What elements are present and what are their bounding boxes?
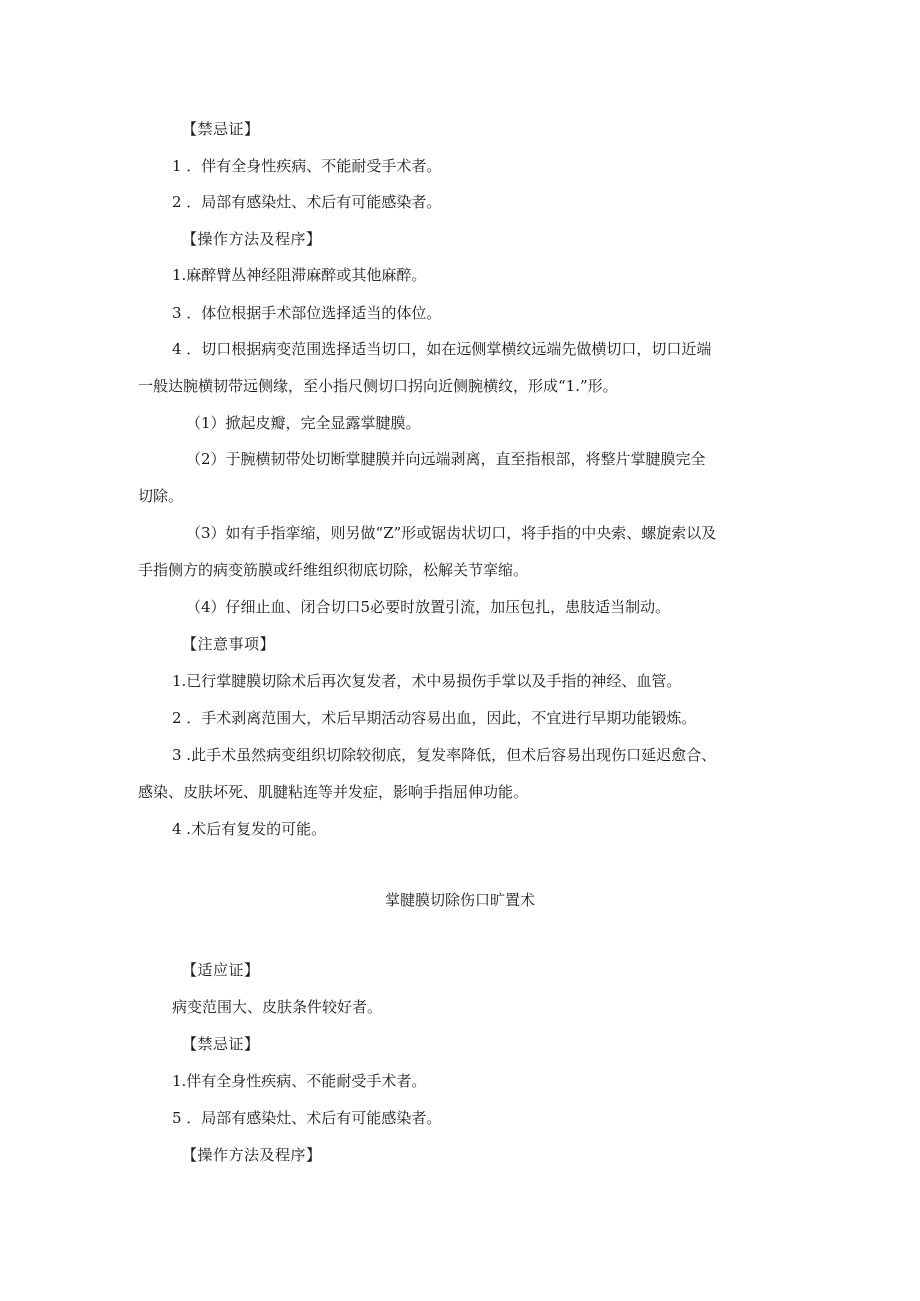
paragraph-line: （3）如有手指挛缩，则另做“Z”形或锯齿状切口，将手指的中央索、螺旋索以及 [186, 524, 717, 542]
paragraph-line: 感染、皮肤坏死、肌腱粘连等并发症，影响手指屈伸功能。 [138, 783, 529, 801]
paragraph-line: 病变范围大、皮肤条件较好者。 [172, 998, 383, 1016]
paragraph-line: 1.伴有全身性疾病、不能耐受手术者。 [172, 1072, 427, 1090]
paragraph-line: 1.麻醉臂丛神经阻滞麻醉或其他麻醉。 [172, 266, 427, 284]
paragraph-line: （2）于腕横韧带处切断掌腱膜并向远端剥离，直至指根部，将整片掌腱膜完全 [186, 450, 706, 468]
paragraph-line: 手指侧方的病变筋膜或纤维组织彻底切除，松解关节挛缩。 [138, 561, 529, 579]
paragraph-line: 2 ．手术剥离范围大，术后早期活动容易出血，因此，不宜进行早期功能锻炼。 [172, 709, 697, 727]
paragraph-line: 1 ．伴有全身性疾病、不能耐受手术者。 [172, 157, 442, 175]
paragraph-line: 3 ．体位根据手术部位选择适当的体位。 [172, 304, 442, 322]
heading-procedure: 【操作方法及程序】 [182, 230, 322, 248]
heading-contraindications: 【禁忌证】 [182, 120, 260, 138]
paragraph-line: 3 .此手术虽然病变组织切除较彻底，复发率降低，但术后容易出现伤口延迟愈合、 [172, 746, 717, 764]
paragraph-line: （1）掀起皮瓣，完全显露掌腱膜。 [186, 414, 421, 432]
paragraph-line: 5 ．局部有感染灶、术后有可能感染者。 [172, 1109, 442, 1127]
paragraph-line: （4）仔细止血、闭合切口5必要时放置引流，加压包扎，患肢适当制动。 [186, 598, 671, 616]
paragraph-line: 4 .术后有复发的可能。 [172, 820, 327, 838]
heading-notes: 【注意事项】 [182, 635, 276, 653]
heading-contraindications-2: 【禁忌证】 [182, 1035, 260, 1053]
paragraph-line: 4 ．切口根据病变范围选择适当切口，如在远侧掌横纹远端先做横切口，切口近端 [172, 340, 712, 358]
heading-indications: 【适应证】 [182, 961, 260, 979]
paragraph-line: 切除。 [138, 487, 184, 505]
paragraph-line: 2 ．局部有感染灶、术后有可能感染者。 [172, 193, 442, 211]
heading-procedure-2: 【操作方法及程序】 [182, 1146, 322, 1164]
paragraph-line: 1.已行掌腱膜切除术后再次复发者，术中易损伤手掌以及手指的神经、血管。 [172, 672, 682, 690]
section-title: 掌腱膜切除伤口旷置术 [384, 891, 535, 909]
paragraph-line: 一般达腕横韧带远侧缘，至小指尺侧切口拐向近侧腕横纹，形成“1.”形。 [138, 377, 618, 395]
